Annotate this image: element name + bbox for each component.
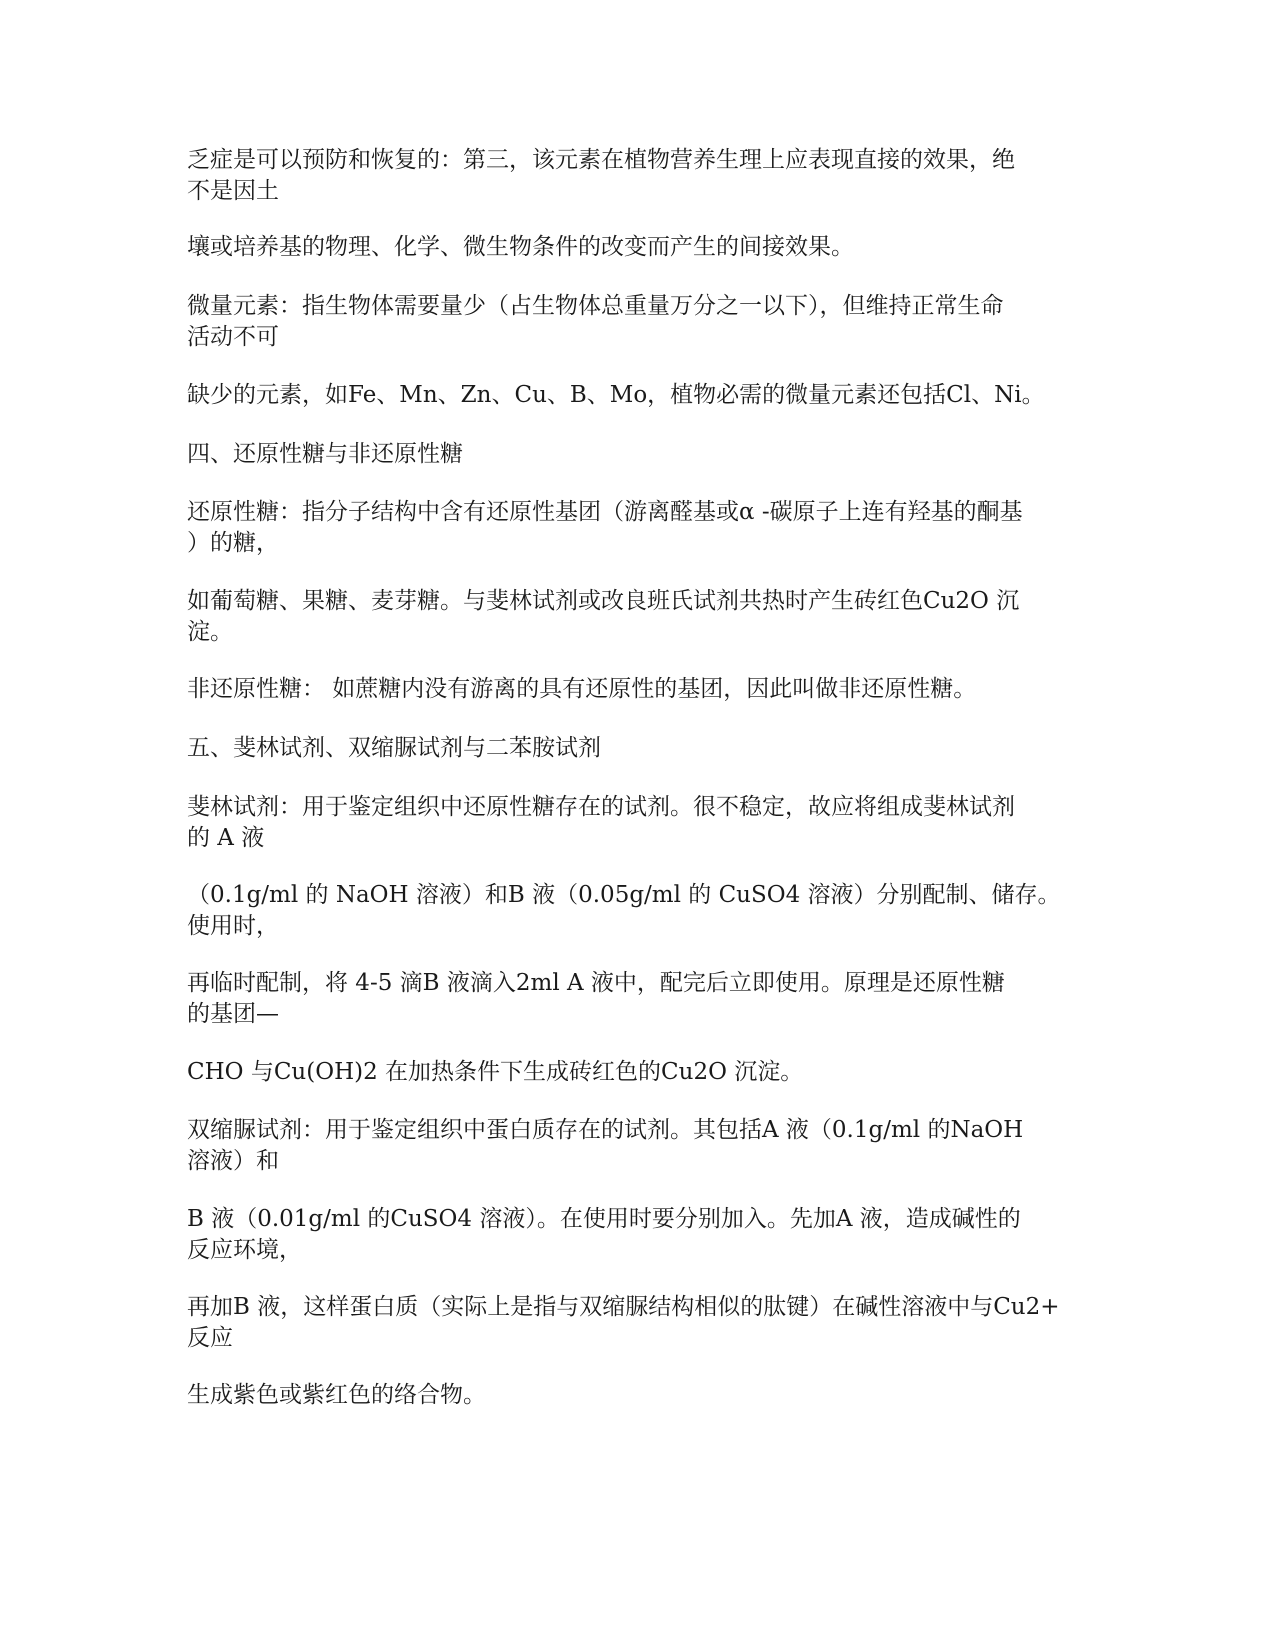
text-line: 非还原性糖： 如蔗糖内没有游离的具有还原性的基团，因此叫做非还原性糖。 (187, 676, 977, 702)
text-line: 活动不可 (187, 324, 279, 350)
text-line: 五、斐林试剂、双缩脲试剂与二苯胺试剂 (187, 735, 601, 761)
text-line: 生成紫色或紫红色的络合物。 (187, 1382, 486, 1408)
text-line: （0.1g/ml 的 NaOH 溶液）和B 液（0.05g/ml 的 CuSO4 溶液）分别配制、储存。 (187, 882, 1061, 908)
paragraph-deficiency-criteria (187, 145, 1087, 207)
text-line: 缺少的元素，如Fe、Mn、Zn、Cu、B、Mo，植物必需的微量元素还包括Cl、Ni。 (187, 382, 1045, 408)
paragraph-biuret-reagent (187, 1115, 1087, 1177)
paragraph-indirect-effect (187, 232, 1087, 263)
paragraph-biuret-reaction (187, 1292, 1087, 1354)
paragraph-fehling-reagent (187, 792, 1087, 854)
text-line: 的 A 液 (187, 825, 265, 851)
paragraph-trace-elements-list (187, 380, 1087, 411)
paragraph-reducing-sugar-definition (187, 497, 1087, 559)
paragraph-fehling-reaction (187, 1057, 1087, 1088)
paragraph-reducing-sugar-examples (187, 586, 1087, 648)
text-line: 再临时配制，将 4-5 滴B 液滴入2ml A 液中，配完后立即使用。原理是还原性糖 (187, 970, 1005, 996)
text-line: 双缩脲试剂：用于鉴定组织中蛋白质存在的试剂。其包括A 液（0.1g/ml 的NaOH (187, 1117, 1024, 1143)
text-line: 使用时， (187, 913, 279, 939)
paragraph-fehling-preparation (187, 968, 1087, 1030)
text-line: 还原性糖：指分子结构中含有还原性基团（游离醛基或α -碳原子上连有羟基的酮基 (187, 499, 1023, 525)
text-line: 的基团— (187, 1001, 279, 1027)
text-line: 淀。 (187, 619, 233, 645)
paragraph-non-reducing-sugar (187, 674, 1087, 705)
text-line: 乏症是可以预防和恢复的：第三，该元素在植物营养生理上应表现直接的效果，绝 (187, 147, 1015, 173)
section-heading-4 (187, 439, 1087, 470)
text-line: 壤或培养基的物理、化学、微生物条件的改变而产生的间接效果。 (187, 234, 854, 260)
text-line: 不是因土 (187, 178, 279, 204)
text-line: CHO 与Cu(OH)2 在加热条件下生成砖红色的Cu2O 沉淀。 (187, 1059, 804, 1085)
text-line: 四、还原性糖与非还原性糖 (187, 441, 463, 467)
text-line: 反应 (187, 1325, 233, 1351)
text-line: B 液（0.01g/ml 的CuSO4 溶液）。在使用时要分别加入。先加A 液，造成碱性的 (187, 1206, 1021, 1232)
paragraph-biuret-product (187, 1380, 1087, 1411)
paragraph-trace-elements-definition (187, 291, 1087, 353)
paragraph-fehling-solutions (187, 880, 1087, 942)
text-line: 微量元素：指生物体需要量少（占生物体总重量万分之一以下），但维持正常生命 (187, 293, 1004, 319)
text-line: 斐林试剂：用于鉴定组织中还原性糖存在的试剂。很不稳定，故应将组成斐林试剂 (187, 794, 1015, 820)
text-line: 如葡萄糖、果糖、麦芽糖。与斐林试剂或改良班氏试剂共热时产生砖红色Cu2O 沉 (187, 588, 1020, 614)
text-line: 反应环境， (187, 1237, 302, 1263)
paragraph-biuret-solution-b (187, 1204, 1087, 1266)
text-line: ）的糖， (187, 530, 279, 556)
text-line: 溶液）和 (187, 1148, 279, 1174)
section-heading-5 (187, 733, 1087, 764)
text-line: 再加B 液，这样蛋白质（实际上是指与双缩脲结构相似的肽键）在碱性溶液中与Cu2+ (187, 1294, 1060, 1320)
